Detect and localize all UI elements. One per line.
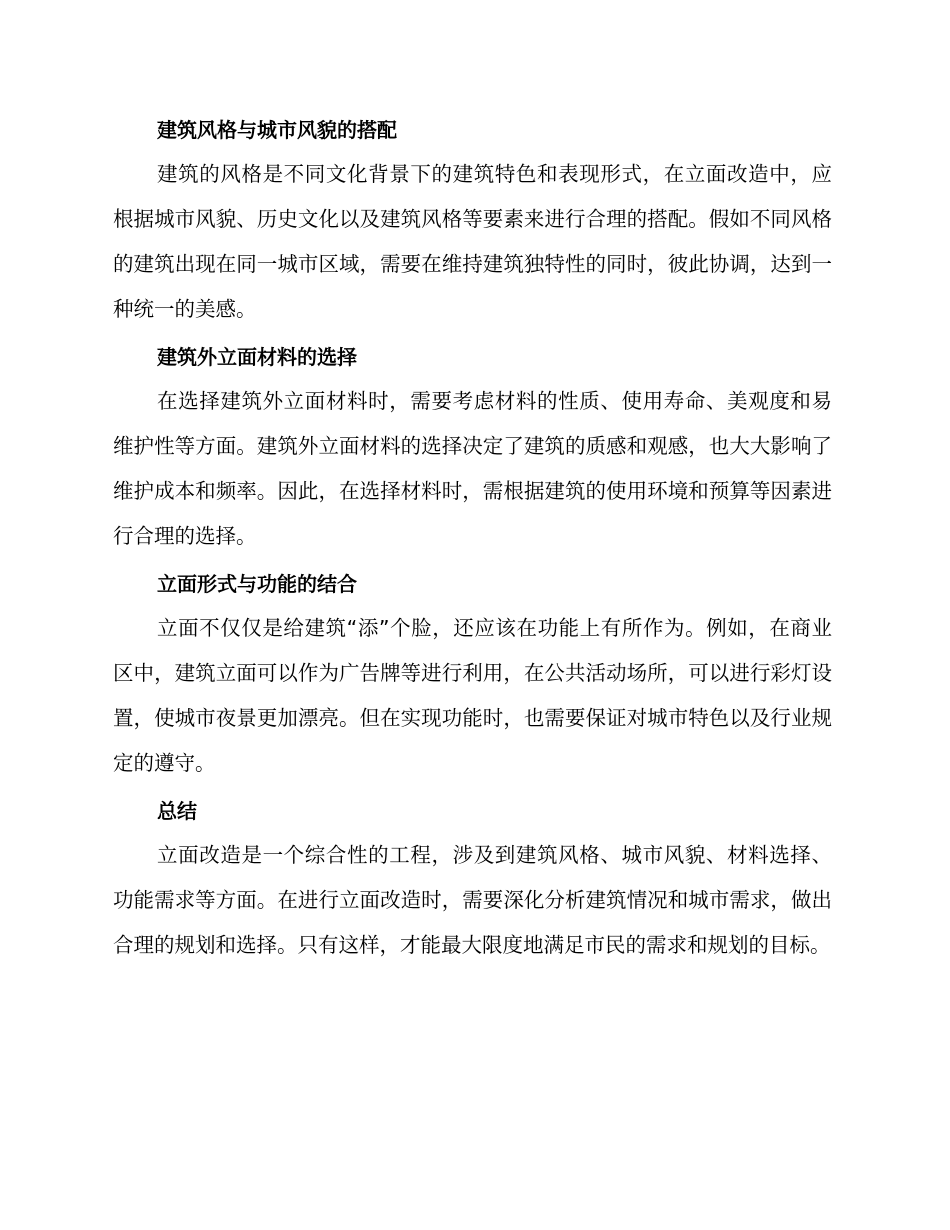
section-heading: 建筑风格与城市风貌的搭配 <box>157 118 397 142</box>
section-paragraph: 建筑的风格是不同文化背景下的建筑特色和表现形式，在立面改造中，应根据城市风貌、历史文化以及建筑风格等要素来进行合理的搭配。假如不同风格的建筑出现在同一城市区域，需要在维持建筑独特性的同时，彼此协调，达到一种统一的美感。 <box>113 162 832 321</box>
section-style-harmony <box>113 108 832 332</box>
section-heading: 建筑外立面材料的选择 <box>157 345 357 369</box>
document-page <box>113 108 832 971</box>
section-form-function <box>113 562 832 786</box>
section-heading: 总结 <box>157 799 197 823</box>
section-heading: 立面形式与功能的结合 <box>157 572 357 596</box>
section-paragraph: 立面改造是一个综合性的工程，涉及到建筑风格、城市风貌、材料选择、功能需求等方面。在进行立面改造时，需要深化分析建筑情况和城市需求，做出合理的规划和选择。只有这样，才能最大限度地满足市民的需求和规划的目标。 <box>113 843 832 957</box>
section-facade-materials <box>113 335 832 559</box>
section-paragraph: 在选择建筑外立面材料时，需要考虑材料的性质、使用寿命、美观度和易维护性等方面。建筑外立面材料的选择决定了建筑的质感和观感，也大大影响了维护成本和频率。因此，在选择材料时，需根据建筑的使用环境和预算等因素进行合理的选择。 <box>113 389 832 548</box>
section-summary <box>113 789 832 968</box>
section-paragraph: 立面不仅仅是给建筑“添”个脸，还应该在功能上有所作为。例如，在商业区中，建筑立面可以作为广告牌等进行利用，在公共活动场所，可以进行彩灯设置，使城市夜景更加漂亮。但在实现功能时，也需要保证对城市特色以及行业规定的遵守。 <box>113 616 832 775</box>
